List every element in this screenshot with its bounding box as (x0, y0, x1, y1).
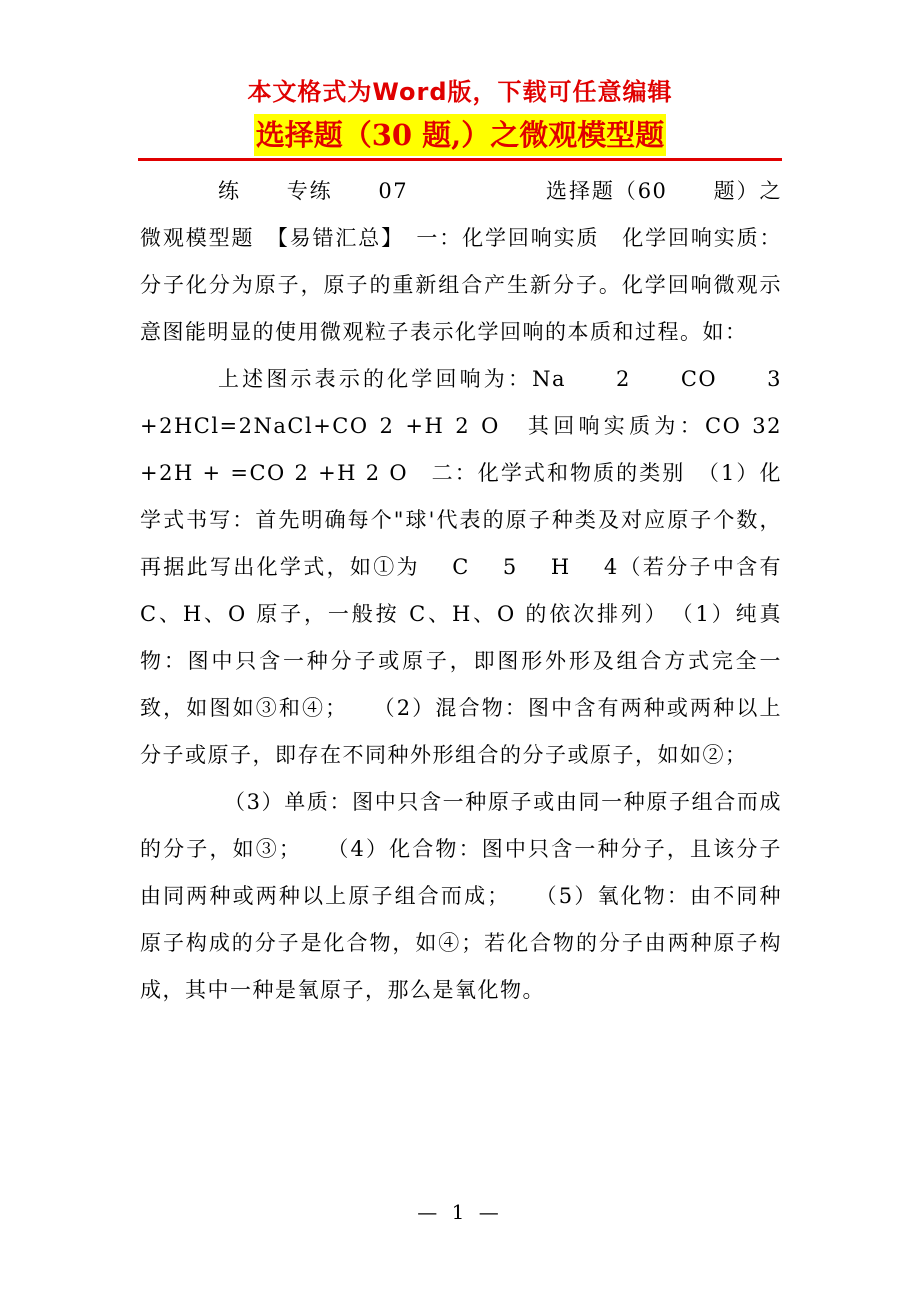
paragraph-classification: （3）单质：图中只含一种原子或由同一种原子组合而成的分子，如③； （4）化合物：图中只含一种分子，且该分子由同两种或两种以上原子组合而成； （5）氧化物：由不同种原子构成的分子是化合物，如④；若化合物的分子由两种原子构成，其中一种是氧原子，那么是氧化物。 (140, 790, 782, 1002)
page-number: — 1 — (417, 1200, 503, 1224)
paragraph-reaction: 上述图示表示的化学回响为：Na 2 CO 3 +2HCl=2NaCl+CO 2 +H 2 O 其回响实质为：CO 32 +2H + =CO 2 +H 2 O 二：化学式和物质的类别 （1）化学式书写：首先明确每个"球'代表的原子种类及对应原子个数，再据此写出化学式，如①为 C 5 H 4（若分子中含有C、H、O 原子，一般按 C、H、O 的依次排列） （1）纯真物：图中只含一种分子或原子，即图形外形及组合方式完全一致，如图如③和④； （2）混合物：图中含有两种或两种以上分子或原子，即存在不同种外形组合的分子或原子，如如②； (140, 367, 782, 767)
title-wrapper (0, 114, 920, 156)
document-body (140, 168, 782, 1014)
document-title: 选择题（30 题,）之微观模型题 (254, 114, 667, 156)
paragraph-intro: 练 专练 07 选择题（60 题）之微观模型题 【易错汇总】 一：化学回响实质 化学回响实质：分子化分为原子，原子的重新组合产生新分子。化学回响微观示意图能明显的使用微观粒子表示化学回响的本质和过程。如： (140, 179, 782, 344)
download-banner: 本文格式为Word版，下载可任意编辑 (247, 78, 673, 106)
title-divider (138, 158, 782, 161)
